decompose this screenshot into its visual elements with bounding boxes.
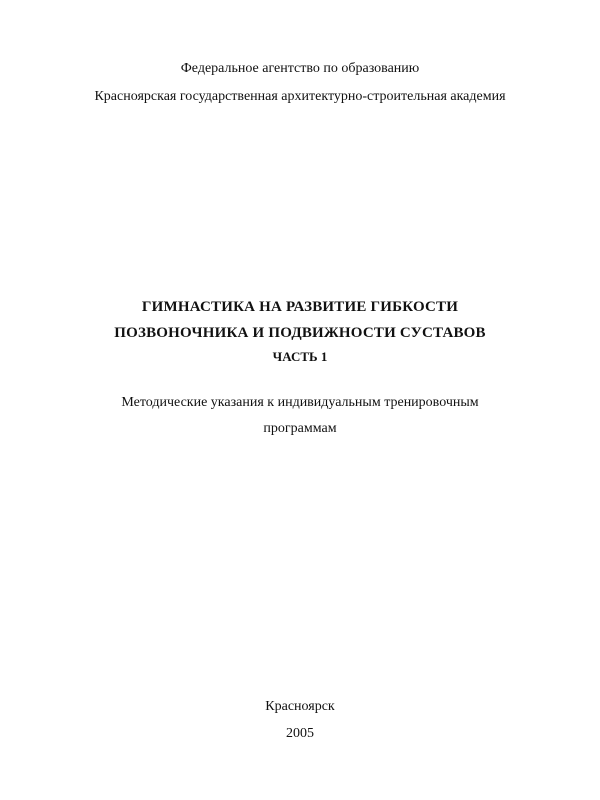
subtitle-line-1: Методические указания к индивидуальным тренировочным	[121, 395, 479, 410]
publication-year: 2005	[286, 726, 314, 741]
agency-name: Федеральное агентство по образованию	[180, 61, 420, 76]
title-line-1: ГИМНАСТИКА НА РАЗВИТИЕ ГИБКОСТИ	[141, 299, 459, 315]
subtitle-line-2: программам	[263, 421, 337, 436]
publication-city: Красноярск	[265, 699, 335, 714]
institution-name: Красноярская государственная архитектурно-строительная академия	[94, 89, 506, 104]
title-line-2: ПОЗВОНОЧНИКА И ПОДВИЖНОСТИ СУСТАВОВ	[114, 325, 486, 341]
part-label: ЧАСТЬ 1	[272, 349, 328, 364]
